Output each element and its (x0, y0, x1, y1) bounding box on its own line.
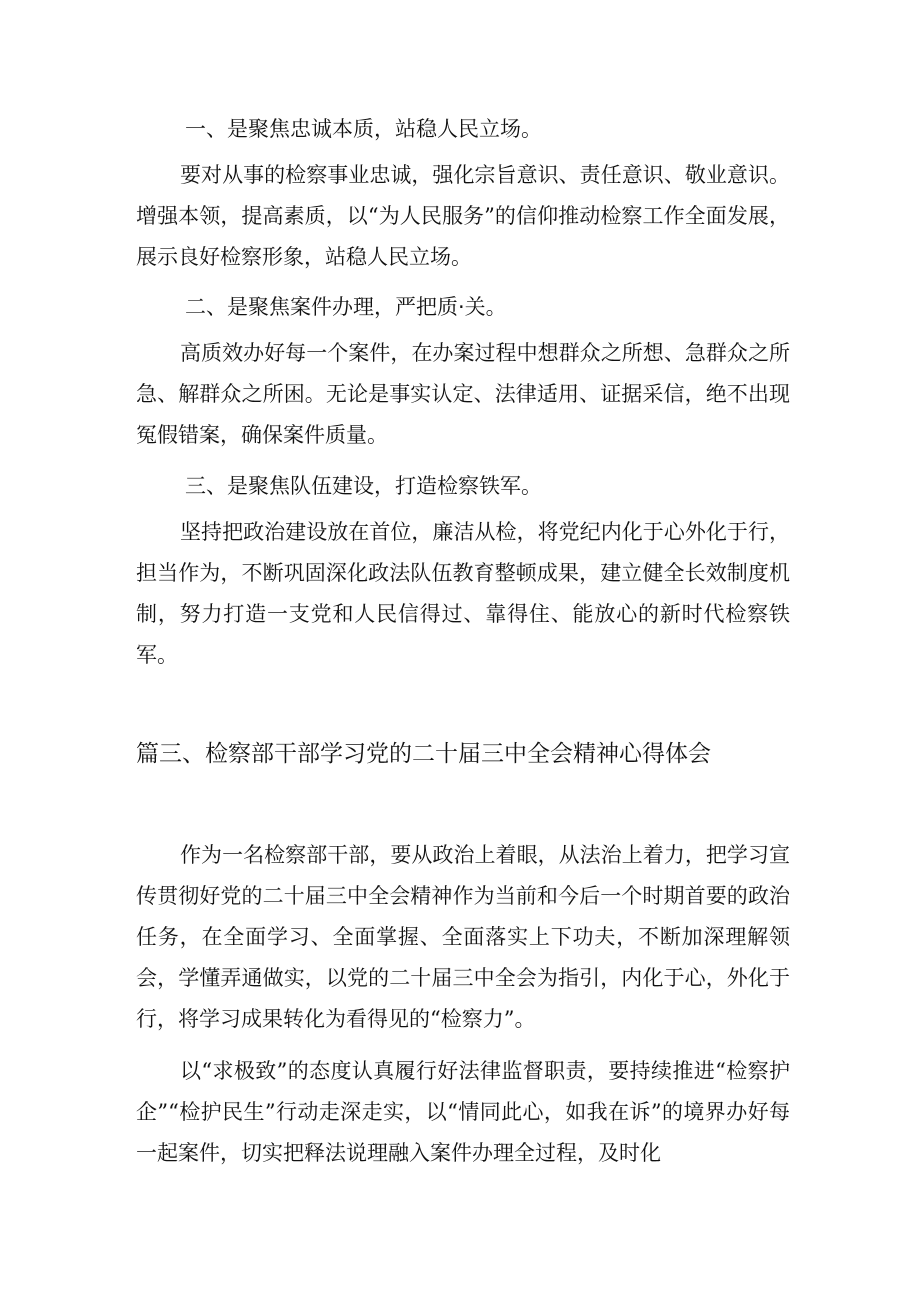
section-heading-3: 三、是聚焦队伍建设，打造检察铁军。 (185, 474, 542, 498)
section-heading-1: 一、是聚焦忠诚本质，站稳人民立场。 (185, 117, 542, 141)
section-body-2: 高质效办好每一个案件，在办案过程中想群众之所想、急群众之所急、解群众之所困。无论是事实认定、法律适用、证据采信，绝不出现冤假错案，确保案件质量。 (136, 341, 790, 447)
section-body-1: 要对从事的检察事业忠诚，强化宗旨意识、责任意识、敬业意识。增强本领，提高素质，以“为人民服务”的信仰推动检察工作全面发展，展示良好检察形象，站稳人民立场。 (136, 163, 790, 269)
section-body-3: 坚持把政治建设放在首位，廉洁从检，将党纪内化于心外化于行，担当作为，不断巩固深化政法队伍教育整顿成果，建立健全长效制度机制，努力打造一支党和人民信得过、靠得住、能放心的新时代检察铁军。 (136, 520, 790, 667)
article-paragraph-1: 作为一名检察部干部，要从政治上着眼，从法治上着力，把学习宣传贯彻好党的二十届三中全会精神作为当前和今后一个时期首要的政治任务，在全面学习、全面掌握、全面落实上下功夫，不断加深理解领会，学懂弄通做实，以党的二十届三中全会为指引，内化于心，外化于行，将学习成果转化为看得见的“检察力”。 (136, 843, 790, 1031)
article-title: 篇三、检察部干部学习党的二十届三中全会精神心得体会 (136, 741, 711, 767)
article-paragraph-2: 以“求极致”的态度认真履行好法律监督职责，要持续推进“检察护企”“检护民生”行动走深走实，以“情同此心，如我在诉”的境界办好每一起案件，切实把释法说理融入案件办理全过程，及时化 (136, 1059, 790, 1165)
section-heading-2: 二、是聚焦案件办理，严把质·关。 (185, 295, 507, 319)
